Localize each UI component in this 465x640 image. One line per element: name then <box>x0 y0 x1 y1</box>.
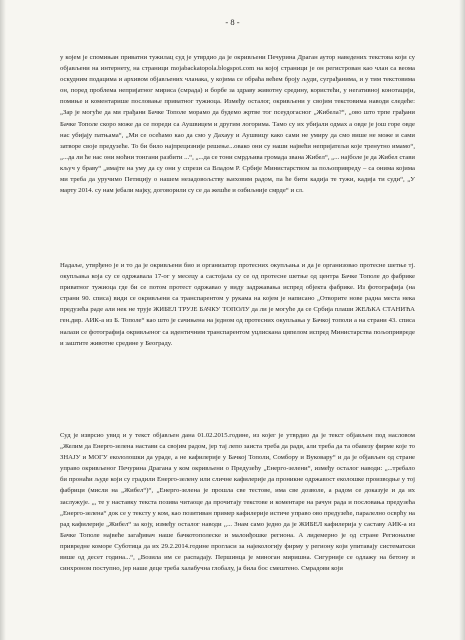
paragraph-protests: Надаље, утврђено је и то да је окривљени био и организатор протесних окупљања и да је организовао протесне шетње тј. окупљања која су се одржавала 17-ог у месецу а састојала су се од протесне шетње од центра Бачке Тополе до фабрике приватног тужиоца где би се потом протест одржавао у виду задржавања испред објекта фабрике. Из фотографија (на страни 90. списа) види се окривљени са транспарентом у рукама на којем је написано „Отворите нове радна места нека предузећа раде али нек не трује ЖИБЕЛ ТРУЈЕ БАЧКУ ТОПОЛУ да ли је могуће да се Србија плаши ЖЕЉКА СТАНИЋА ген.дир. АИК-а из Б. Тополе“ као што је сачињена на једном од протесних окупљања у Бачкој тополи а на страни 43. списа налази се фотографија окривљеног са идентичним транспарентом уцлискана ципелом испред Министарства пољопривреде и заштите животне средине у Београду. <box>60 262 415 347</box>
scan-shadow-right <box>459 0 465 640</box>
paragraph-statements: у којем је спомињан приватни тужилац суд је утврдио да је окривљени Печурина Драган аутор наведених текстова који су објављени на интернету, на страници mojabackatopola.blogspot.com на којој страници је он регистрован као члан са веома оскудним подацима и архивом објављених чланака, у којима се обраћа већем броју људи, суграђанима, и у тим текстовима он, поред проблема непријатног мириса (смрада) и борбе за здраву животну средину, користећи, у негативној конотацији, помиње и коментарише пословање приватног тужиоца. Између осталог, окривљени у својим текстовима наводи следеће: „Зар је могуће да ми грађани Бачке Тополе морамо да будемо жртве тог псеудогасног „Жибела?“, „ово што трпе грађани Бачке Тополе скоро може да се пореди са Аушвицем и другим логорима. Тамо су их убијали одмах а овде је још горе овде нас убијају патњама“, „Ми се осећамо као да смо у Дахауу и Аушвицу како сами не умиру да смо више не може и сами затворе своје предузеће. То би било најпрецизније решење...овако они су наши највећи непријатељи које тренутно имамо“, „...да ли ће нас они моћни тонгани разбити ...“, „...да се тони смрдљива громада звана Жибел“, „... најболе је да Жибел стави кључ у браву“ „имајте на уму да су они у спрези са Владом Р. Србије Министарством за пољопривреду – са онима којима ми треба да уручимо Петицију о нашем незадовољству њиховим радом, па ће бити кадија те тужи, кадија ти суди“, „У марту 2014. су нам јебали мајку, договорили су се да жешће и озбиљније смрде“ и сл. <box>60 54 415 195</box>
page-number: - 8 - <box>225 17 240 27</box>
paragraph-article-review: Суд је изврсио увид и у текст објављен дана 01.02.2015.године, из којег је утврдио да је текст објављен под насловом „Желим да Енерго-зелена настави са својим радом, јер тај лепо заиста треба да ради, али треба да та обавезу фирме које то ЗНАЈУ и МОГУ екололошки да ураде, а не кафилерије у Бачкој Тополи, Сомбору и Вуковару“ и да је објављен од стране управо окривљеног Печурина Драгана у ком окривљени о Предузећу „Енерго-зелени“, између осталог наводи: „...требало би пронаћи људе који су градили Енерго-зелену или сличне кафилерије да проникне одржавост еколошке производње у тој фабрици (мисли на „Жибел“)“, „Енерго-зелена је прошла све тестове, има све дозволе, а радом се доказује и да их заслужује. „, те у наставку текста позива читаоце да прочитају текстове и коментаре на рачун рада и пословања предузећа „Енерго-зелена“ док се у тексту у ком, као позитиван пример кафилерије истиче управо ово предузеће, паралелно осврћу на рад кафилерије „Жибел“ за коју, између осталог наводи ,,... Знам само једно да је ЖИБЕЛ кафилерија у саставу АИК-а из Бачке Тополе највеће загађивач наше бачкотополеске и малоиђошке регионa. А лидемерно је од стране Регионалне привредне коморе Суботица да их 29.2.2014.године прогласи за најекологију фирму у региону који упитавају систематски више од десет година...“, „Возила им се распадају. Першинца је миноган миришна. Сигурније се одлажу на бетону и синхроном поступно, јер наше деце треба халабучна глобалу, ја била бос смештено. Смрадови који <box>60 432 415 573</box>
scan-shadow-left <box>0 0 6 640</box>
